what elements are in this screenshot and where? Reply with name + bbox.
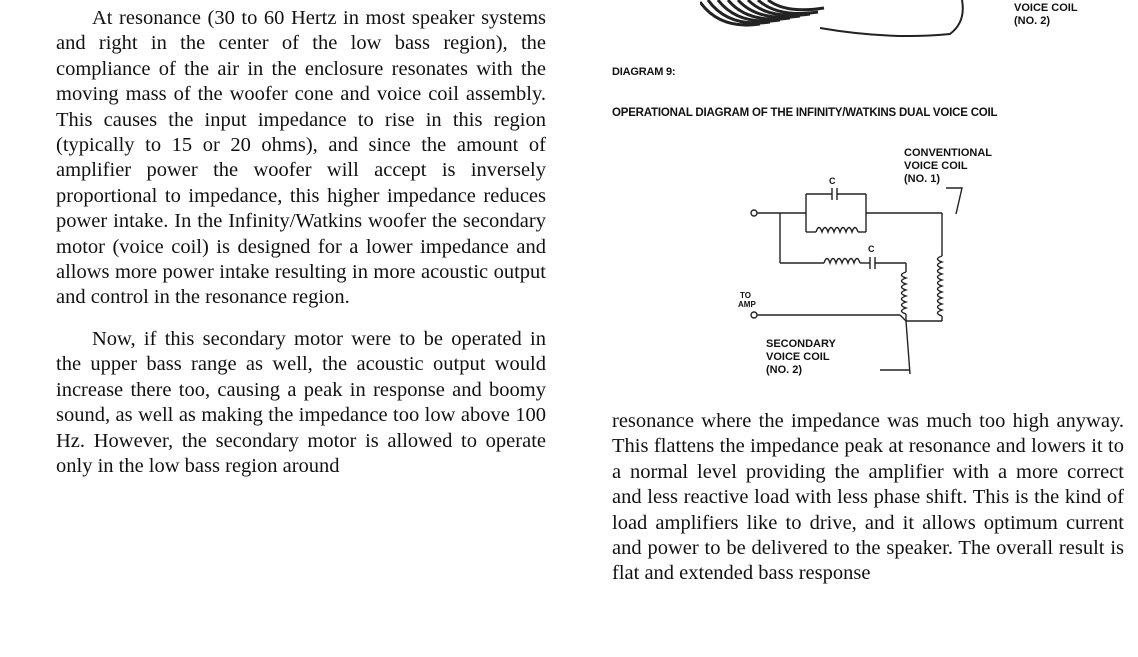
- capacitor-1-label: C: [829, 176, 836, 186]
- secondary-voice-coil: [902, 272, 907, 314]
- terminal-bottom: [751, 312, 757, 318]
- left-text-column: [56, 6, 546, 479]
- right-text-column: [612, 409, 1124, 587]
- secondary-label-line2: VOICE COIL: [766, 351, 830, 363]
- inductor-2: [824, 259, 860, 264]
- diagram-title: OPERATIONAL DIAGRAM OF THE INFINITY/WATKINS DUAL VOICE COIL: [612, 107, 998, 119]
- wire-bottom-join: [900, 315, 906, 321]
- secondary-label-line1: SECONDARY: [766, 338, 836, 350]
- terminal-top: [751, 210, 757, 216]
- conventional-label-line2: VOICE COIL: [904, 160, 968, 172]
- diagram-number: DIAGRAM 9:: [612, 66, 676, 78]
- conventional-label-line3: (NO. 1): [904, 173, 941, 185]
- capacitor-2-label: C: [868, 244, 875, 254]
- dual-voice-coil-circuit-diagram: [720, 138, 1060, 388]
- leader-conventional: [946, 188, 962, 214]
- paragraph-resonance-continued: resonance where the impedance was much too high anyway. This flattens the impedance peak at resonance and lowers it to a normal level providing the amplifier with a more correct and less reactive load with less phase shift. This is the kind of load amplifiers like to drive, and it allows optimum current and power to be delivered to the speaker. The overall result is flat and extended bass response: [612, 410, 1124, 585]
- top-figure-label-line2: (NO. 2): [1014, 15, 1051, 27]
- secondary-label-line3: (NO. 2): [766, 364, 803, 376]
- paragraph-resonance: At resonance (30 to 60 Hertz in most speaker systems and right in the center of the low bass region), the compliance of the air in the enclosure resonates with the moving mass of the woofer cone and voice coil assembly. This causes the input impedance to rise in this region (typically to 15 or 20 ohms), and since the amount of amplifier power the woofer will accept is inversely proportional to impedance, this higher impedance reduces power intake. In the Infinity/Watkins woofer the secondary motor (voice coil) is designed for a lower impedance and allows more power intake resulting in more acoustic output and control in the resonance region.: [56, 7, 546, 309]
- voice-coil-illustration: [700, 0, 1138, 40]
- conventional-label-line1: CONVENTIONAL: [904, 147, 992, 159]
- top-figure-label-line1: VOICE COIL: [1014, 2, 1078, 14]
- leader-secondary: [906, 321, 910, 374]
- inductor-1: [816, 228, 858, 233]
- paragraph-secondary-motor: Now, if this secondary motor were to be operated in the upper bass range as well, the acoustic output would increase there too, causing a peak in response and boomy sound, as well as making the impedance too low above 100 Hz. However, the secondary motor is allowed to operate only in the low bass region around: [56, 327, 546, 477]
- conventional-voice-coil: [938, 256, 943, 316]
- coil-former-outline: [820, 0, 963, 36]
- amp-label-line2: AMP: [738, 300, 756, 309]
- amp-label-line1: TO: [740, 291, 751, 300]
- coil-windings: [700, 0, 824, 25]
